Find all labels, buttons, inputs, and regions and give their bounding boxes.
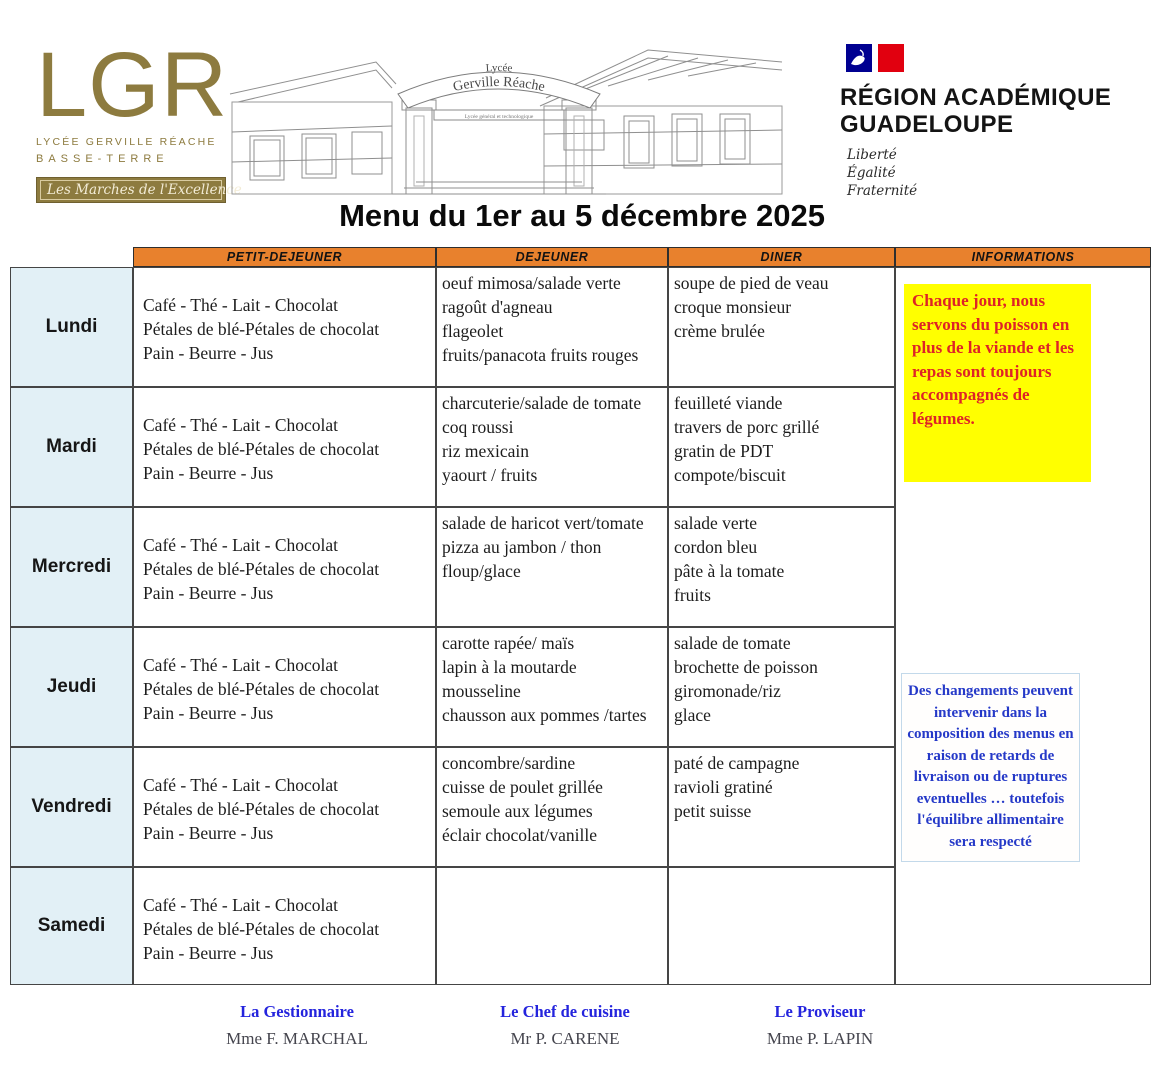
vendredi-petit-dejeuner: Café - Thé - Lait - Chocolat Pétales de blé-Pétales de chocolat Pain - Beurre - Jus xyxy=(133,747,436,867)
sketch-arch-subtitle: Lycée général et technologique xyxy=(464,114,534,120)
day-label-samedi: Samedi xyxy=(10,867,133,985)
lgr-logo xyxy=(36,34,242,203)
svg-text:Lycée xyxy=(485,62,512,75)
school-building-sketch xyxy=(228,36,784,203)
samedi-petit-dejeuner: Café - Thé - Lait - Chocolat Pétales de blé-Pétales de chocolat Pain - Beurre - Jus xyxy=(133,867,436,985)
lundi-diner: soupe de pied de veau croque monsieur crème brulée xyxy=(668,267,895,387)
jeudi-petit-dejeuner: Café - Thé - Lait - Chocolat Pétales de blé-Pétales de chocolat Pain - Beurre - Jus xyxy=(133,627,436,747)
academy-title-line1: RÉGION ACADÉMIQUE xyxy=(840,84,1112,111)
jeudi-diner: salade de tomate brochette de poisson giromonade/riz glace xyxy=(668,627,895,747)
devise-egalite: Égalité xyxy=(847,165,896,181)
mardi-diner: feuilleté viande travers de porc grillé gratin de PDT compote/biscuit xyxy=(668,387,895,507)
academy-title-line2: GUADELOUPE xyxy=(840,111,1014,138)
lundi-petit-dejeuner: Café - Thé - Lait - Chocolat Pétales de blé-Pétales de chocolat Pain - Beurre - Jus xyxy=(133,267,436,387)
samedi-diner xyxy=(668,867,895,985)
column-header-diner: DINER xyxy=(668,247,895,267)
day-label-mercredi: Mercredi xyxy=(10,507,133,627)
mardi-dejeuner: charcuterie/salade de tomate coq roussi riz mexicain yaourt / fruits xyxy=(436,387,668,507)
menu-table xyxy=(10,247,1151,985)
mercredi-diner: salade verte cordon bleu pâte à la tomate fruits xyxy=(668,507,895,627)
changes-note-box: Des changements peuvent intervenir dans la composition des menus en raison de retards de livraison ou de ruptures eventuelles … toutefois l'équilibre allimentaire sera respecté xyxy=(901,673,1080,862)
sketch-arch-line1: Lycée xyxy=(485,61,513,75)
column-header-informations: INFORMATIONS xyxy=(895,247,1151,267)
document-title: Menu du 1er au 5 décembre 2025 xyxy=(339,198,825,233)
vendredi-diner: paté de campagne ravioli gratiné petit suisse xyxy=(668,747,895,867)
table-corner-blank xyxy=(10,247,133,267)
mardi-petit-dejeuner: Café - Thé - Lait - Chocolat Pétales de blé-Pétales de chocolat Pain - Beurre - Jus xyxy=(133,387,436,507)
day-label-mardi: Mardi xyxy=(10,387,133,507)
french-flag-icon xyxy=(846,44,1150,74)
signature-name: Mme P. LAPIN xyxy=(766,1029,874,1048)
signature-name: Mr P. CARENE xyxy=(510,1029,620,1048)
signature-title: La Gestionnaire xyxy=(240,1002,354,1021)
building-sketch-drawing xyxy=(228,36,784,198)
day-label-vendredi: Vendredi xyxy=(10,747,133,867)
samedi-dejeuner xyxy=(436,867,668,985)
mercredi-dejeuner: salade de haricot vert/tomate pizza au jambon / thon floup/glace xyxy=(436,507,668,627)
region-academique-logo xyxy=(840,44,1150,200)
lgr-acronym-text: LGR xyxy=(36,34,229,136)
signature-name: Mme F. MARCHAL xyxy=(226,1029,368,1048)
fish-note-box: Chaque jour, nous servons du poisson en plus de la viande et les repas sont toujours accompagnés de légumes. xyxy=(904,284,1091,482)
devise-liberte: Liberté xyxy=(847,147,897,163)
signature-title: Le Chef de cuisine xyxy=(500,1002,630,1021)
lgr-motto-text: Les Marches de l'Excellence xyxy=(40,180,222,200)
devise-fraternite: Fraternité xyxy=(847,183,918,199)
jeudi-dejeuner: carotte rapée/ maïs lapin à la moutarde mousseline chausson aux pommes /tartes xyxy=(436,627,668,747)
mercredi-petit-dejeuner: Café - Thé - Lait - Chocolat Pétales de blé-Pétales de chocolat Pain - Beurre - Jus xyxy=(133,507,436,627)
signature-title: Le Proviseur xyxy=(774,1002,866,1021)
day-label-jeudi: Jeudi xyxy=(10,627,133,747)
lgr-school-name: LYCÉE GERVILLE RÉACHE xyxy=(36,136,217,148)
signature-proviseur xyxy=(705,1002,935,1049)
vendredi-dejeuner: concombre/sardine cuisse de poulet grillée semoule aux légumes éclair chocolat/vanille xyxy=(436,747,668,867)
column-header-petit-dejeuner: PETIT-DEJEUNER xyxy=(133,247,436,267)
day-label-lundi: Lundi xyxy=(10,267,133,387)
signature-chef-cuisine xyxy=(450,1002,680,1049)
lundi-dejeuner: oeuf mimosa/salade verte ragoût d'agneau flageolet fruits/panacota fruits rouges xyxy=(436,267,668,387)
signature-gestionnaire xyxy=(182,1002,412,1049)
column-header-dejeuner: DEJEUNER xyxy=(436,247,668,267)
sketch-arch-line2: Gerville Réache xyxy=(451,74,547,96)
lgr-city: BASSE-TERRE xyxy=(36,153,169,165)
informations-column xyxy=(895,267,1151,985)
svg-text:Gerville Réache xyxy=(452,75,546,95)
